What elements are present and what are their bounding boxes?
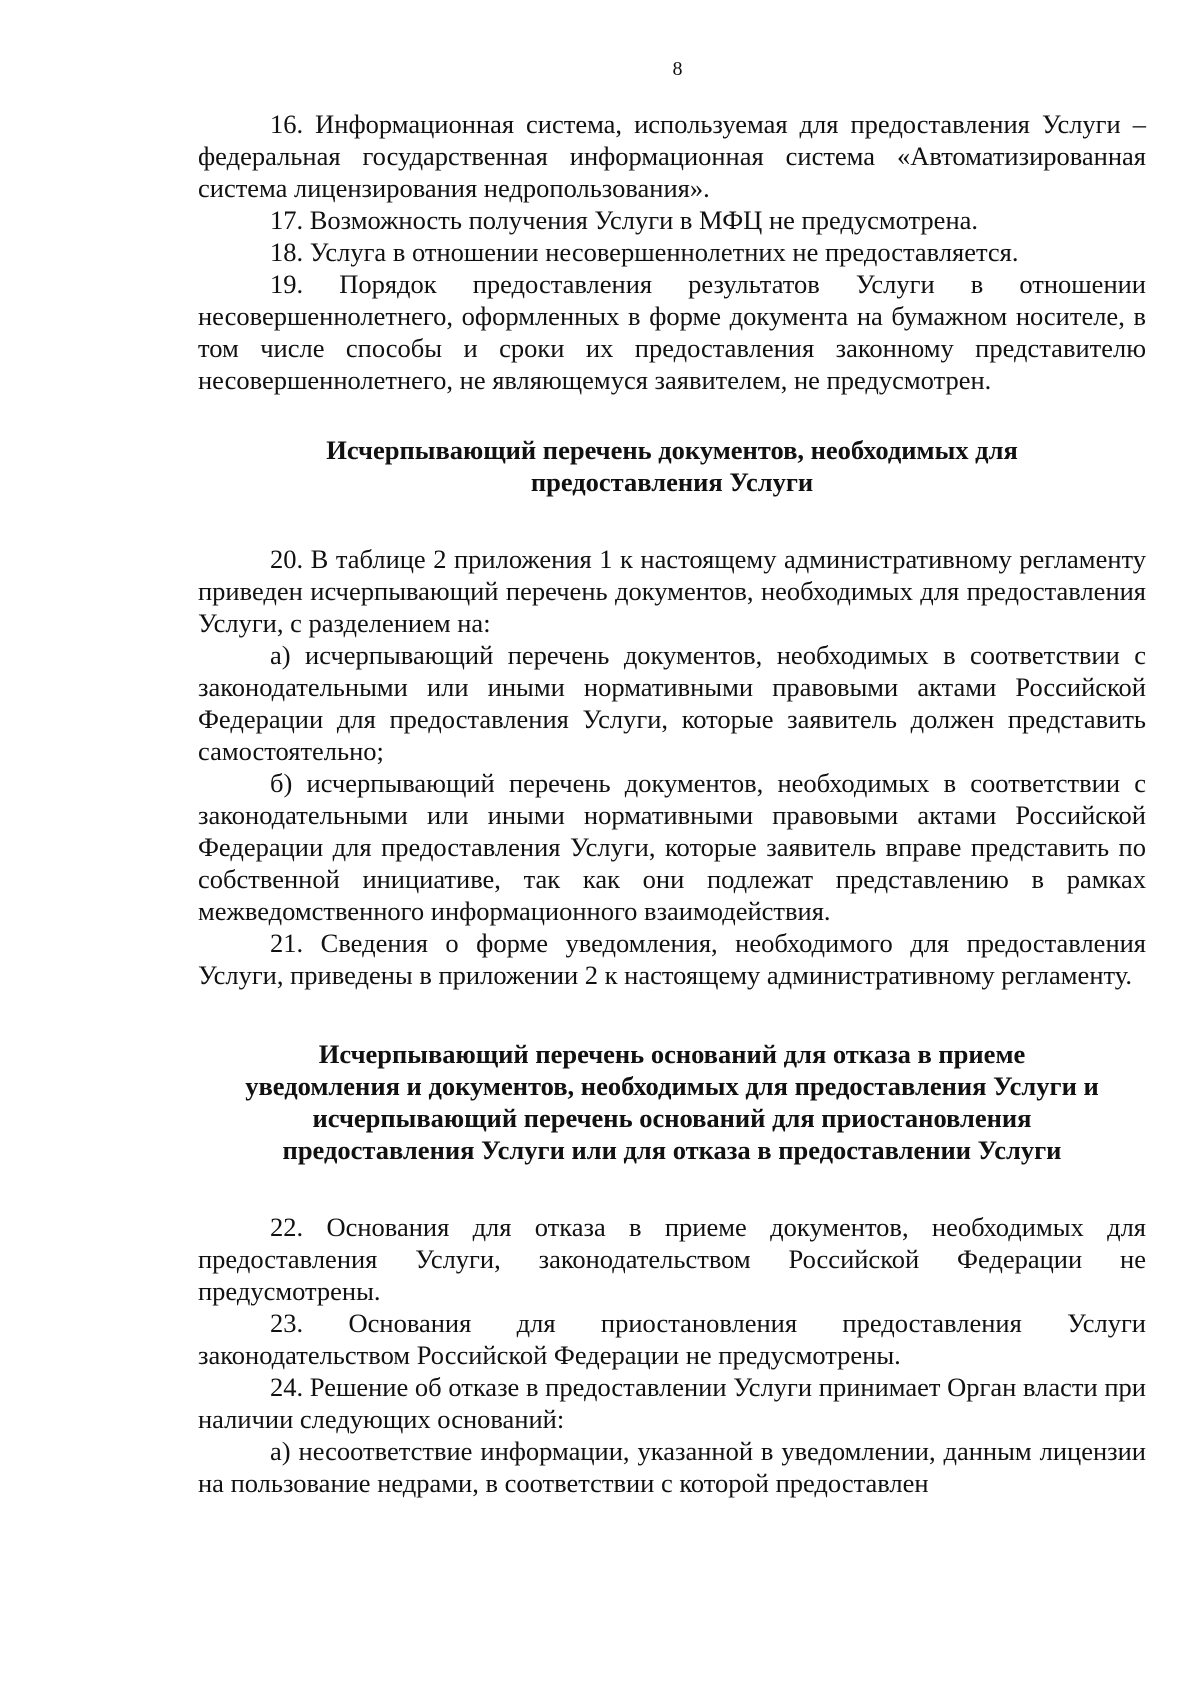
page-number: 8 <box>672 58 683 80</box>
heading-line: исчерпывающий перечень оснований для приостановления <box>312 1103 1032 1133</box>
paragraph-18: 18. Услуга в отношении несовершеннолетних не предоставляется. <box>270 237 1019 267</box>
paragraph-24a: а) несоответствие информации, указанной в уведомлении, данным лицензии на пользование недрами, в соответствии с которой предоставлен <box>198 1436 1146 1498</box>
paragraph-17: 17. Возможность получения Услуги в МФЦ не предусмотрена. <box>270 205 979 235</box>
heading-line: уведомления и документов, необходимых для предоставления Услуги и <box>245 1071 1099 1101</box>
paragraph-20b: б) исчерпывающий перечень документов, необходимых в соответствии с законодательными или иными нормативными правовыми актами Российской Федерации для предоставления Услуги, которые заявитель вправе представить по собственной инициативе, так как они подлежат представлению в рамках межведомственного информационного взаимодействия. <box>198 768 1146 926</box>
paragraph-20a: а) исчерпывающий перечень документов, необходимых в соответствии с законодательными или иными нормативными правовыми актами Российской Федерации для предоставления Услуги, которые заявитель должен представить самостоятельно; <box>198 640 1146 766</box>
heading-line: Исчерпывающий перечень документов, необходимых для <box>326 435 1018 465</box>
paragraph-21: 21. Сведения о форме уведомления, необходимого для предоставления Услуги, приведены в приложении 2 к настоящему административному регламенту. <box>198 928 1146 990</box>
section-heading-documents <box>198 434 1146 498</box>
paragraph-20: 20. В таблице 2 приложения 1 к настоящему административному регламенту приведен исчерпывающий перечень документов, необходимых для предоставления Услуги, с разделением на: <box>198 544 1146 638</box>
heading-line: Исчерпывающий перечень оснований для отказа в приеме <box>318 1039 1026 1069</box>
heading-line: предоставления Услуги <box>530 467 814 497</box>
section-heading-refusal-grounds <box>198 1038 1146 1166</box>
paragraph-19: 19. Порядок предоставления результатов Услуги в отношении несовершеннолетнего, оформленных в форме документа на бумажном носителе, в том числе способы и сроки их предоставления законному представителю несовершеннолетнего, не являющемуся заявителем, не предусмотрен. <box>198 269 1146 395</box>
paragraph-24: 24. Решение об отказе в предоставлении Услуги принимает Орган власти при наличии следующих оснований: <box>198 1372 1146 1434</box>
paragraph-16: 16. Информационная система, используемая для предоставления Услуги – федеральная государственная информационная система «Автоматизированная система лицензирования недропользования». <box>198 109 1146 203</box>
heading-line: предоставления Услуги или для отказа в предоставлении Услуги <box>282 1135 1062 1165</box>
document-body <box>198 108 1146 1499</box>
paragraph-22: 22. Основания для отказа в приеме документов, необходимых для предоставления Услуги, законодательством Российской Федерации не предусмотрены. <box>198 1212 1146 1306</box>
paragraph-23: 23. Основания для приостановления предоставления Услуги законодательством Российской Федерации не предусмотрены. <box>198 1308 1146 1370</box>
